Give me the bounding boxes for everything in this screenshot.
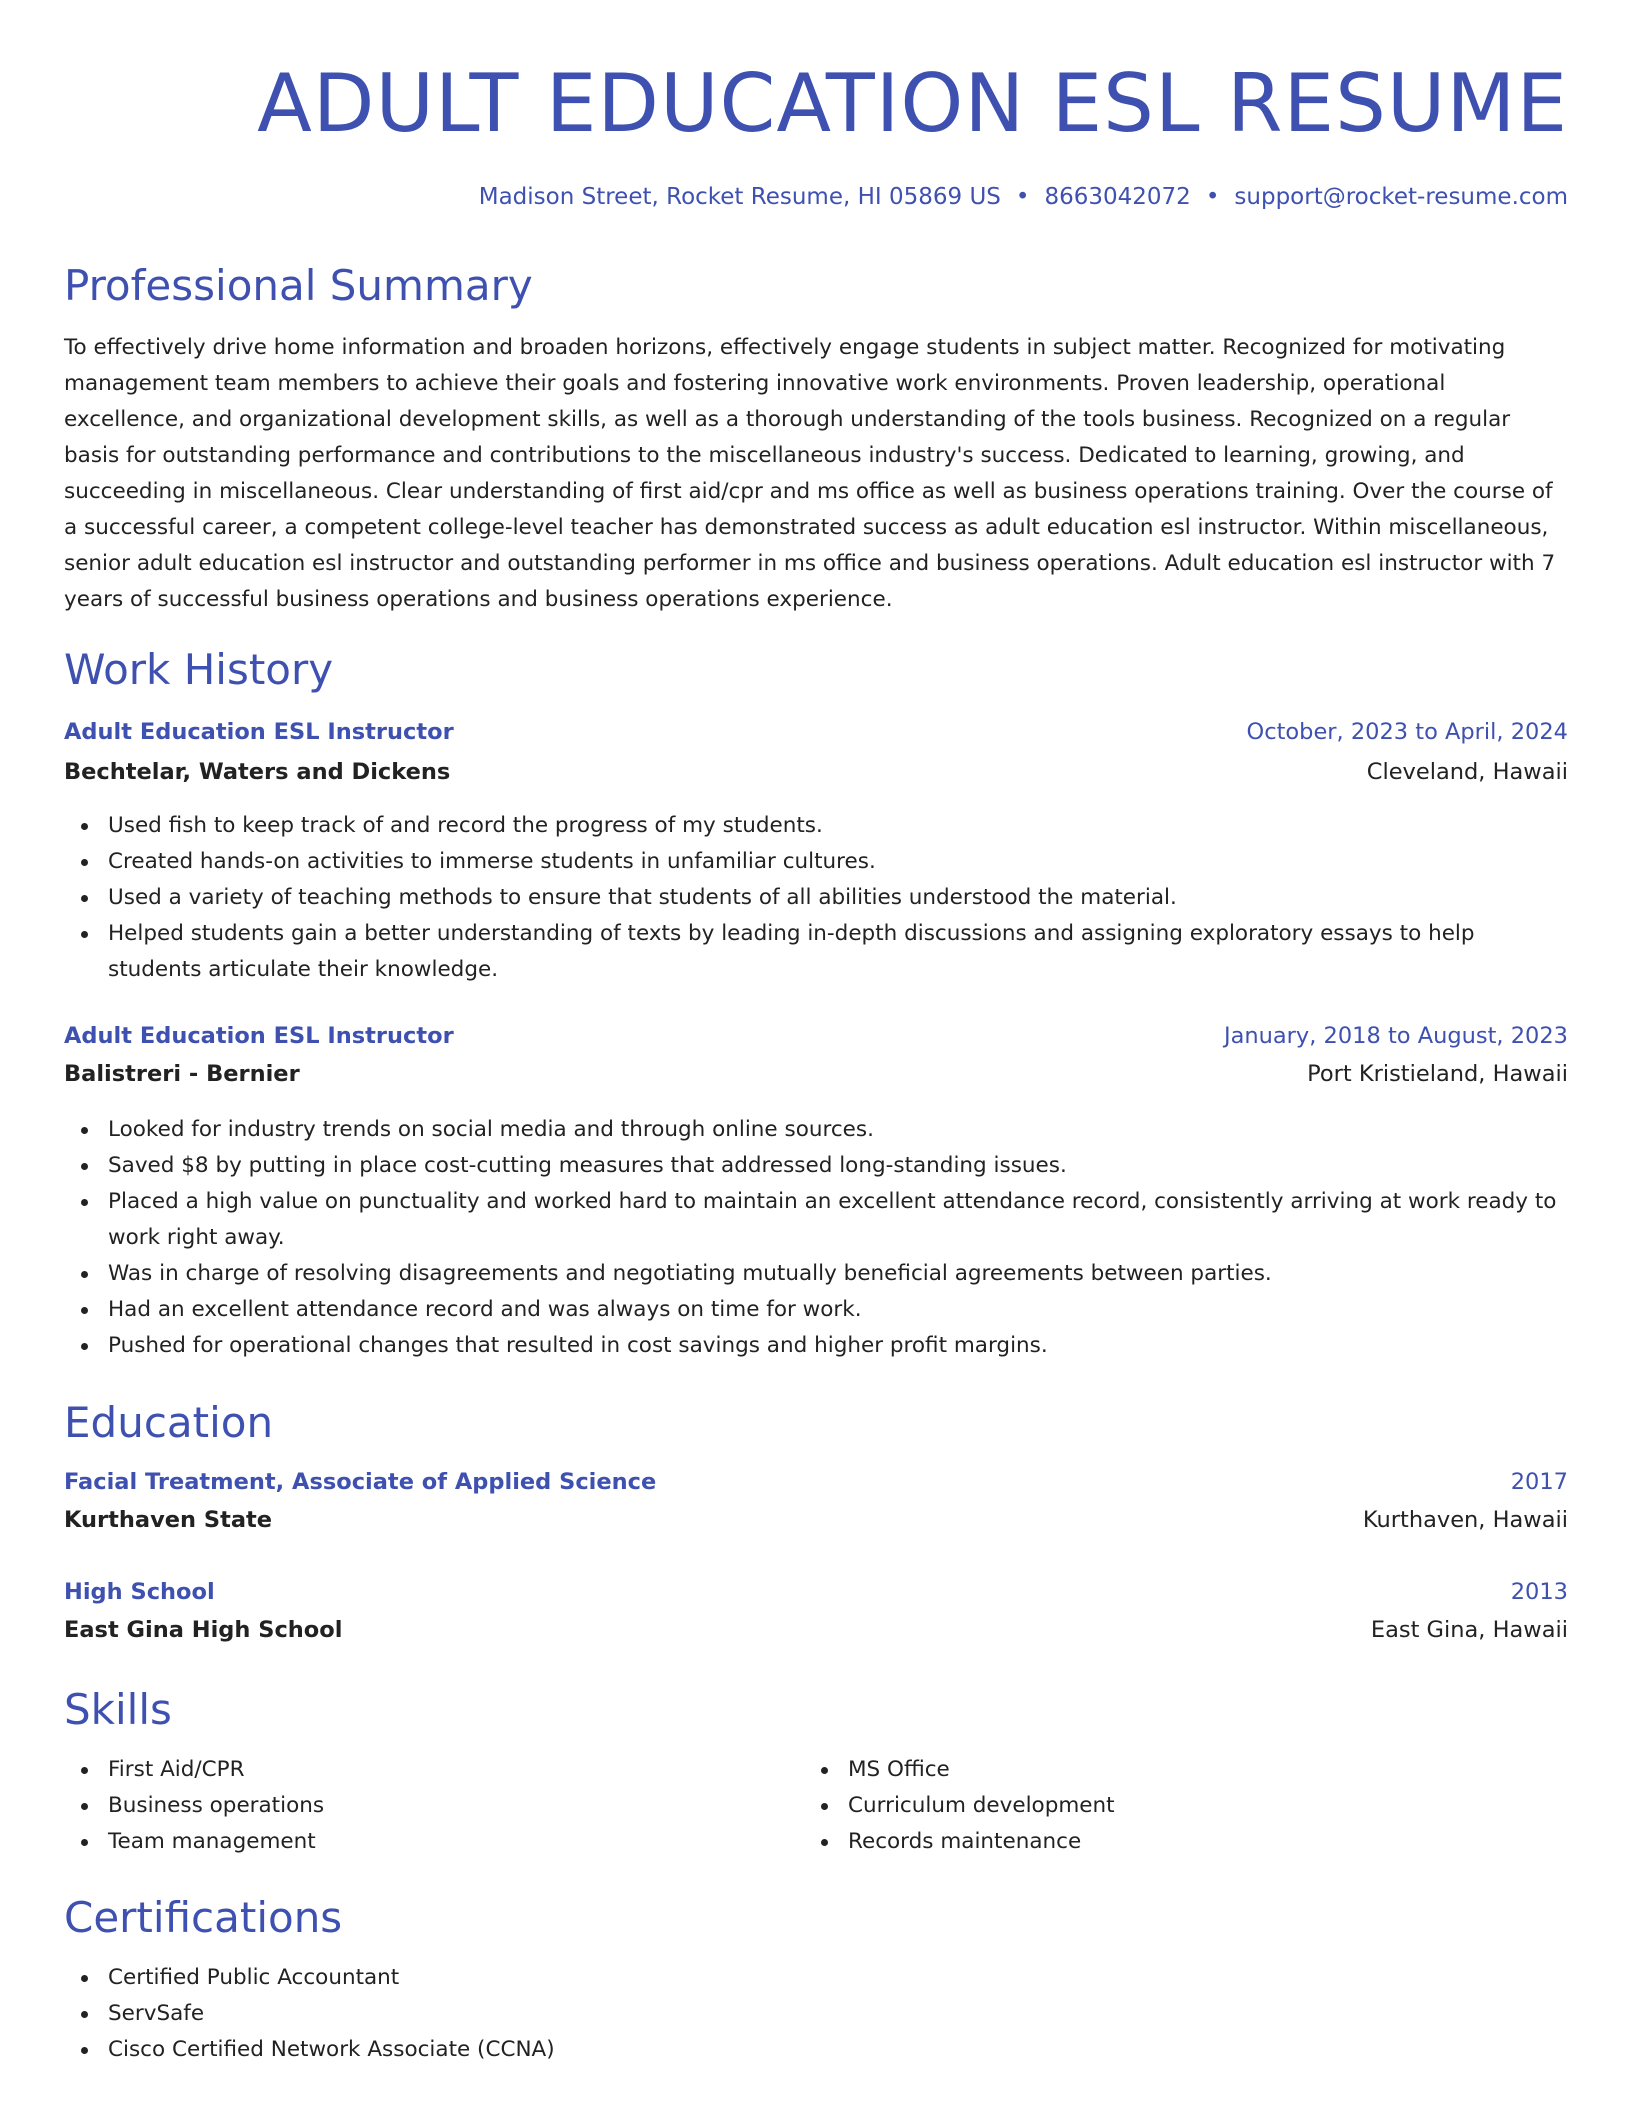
job-location: Cleveland, Hawaii: [1366, 759, 1568, 785]
education-location: Kurthaven, Hawaii: [1362, 1507, 1568, 1533]
education-school: Kurthaven State: [64, 1507, 273, 1533]
work-history-heading: Work History: [64, 645, 334, 694]
education-header-row: [64, 1574, 1568, 1610]
list-item: Cisco Certified Network Associate (CCNA): [64, 2032, 1568, 2068]
contact-separator: •: [1015, 184, 1030, 210]
job-company: Bechtelar, Waters and Dickens: [64, 759, 451, 785]
certifications-list: [64, 1960, 1568, 2068]
contact-line: [479, 180, 1568, 214]
skills-heading: Skills: [64, 1685, 172, 1734]
certifications-heading: Certifications: [64, 1893, 343, 1942]
education-degree: High School: [64, 1579, 215, 1605]
list-item: Saved $8 by putting in place cost-cutting measures that addressed long-standing issues.: [64, 1148, 1568, 1184]
job-title: Adult Education ESL Instructor: [64, 1023, 454, 1049]
list-item: Pushed for operational changes that resulted in cost savings and higher profit margins.: [64, 1328, 1568, 1364]
list-item: Had an excellent attendance record and was always on time for work.: [64, 1292, 1568, 1328]
education-degree: Facial Treatment, Associate of Applied Science: [64, 1469, 657, 1495]
list-item: Curriculum development: [804, 1788, 1504, 1824]
list-item: Certified Public Accountant: [64, 1960, 1568, 1996]
list-item: Placed a high value on punctuality and worked hard to maintain an excellent attendance record, consistently arriving at work ready to work right away.: [64, 1184, 1568, 1256]
education-school: East Gina High School: [64, 1617, 343, 1643]
job-company-row: [64, 1056, 1568, 1092]
education-school-row: [64, 1502, 1568, 1538]
summary-heading: Professional Summary: [64, 261, 533, 310]
list-item: Records maintenance: [804, 1824, 1504, 1860]
list-item: Team management: [64, 1824, 764, 1860]
education-header-row: [64, 1464, 1568, 1500]
education-school-row: [64, 1612, 1568, 1648]
summary-text: To effectively drive home information and broaden horizons, effectively engage students in subject matter. Recognized for motivating management team members to achieve their goals and fostering innovative work environments. Proven leadership, operational excellence, and organizational development skills, as well as a thorough understanding of the tools business. Recognized on a regular basis for outstanding performance and contributions to the miscellaneous industry's success. Dedicated to learning, growing, and succeeding in miscellaneous. Clear understanding of first aid/cpr and ms office as well as business operations training. Over the course of a successful career, a competent college-level teacher has demonstrated success as adult education esl instructor. Within miscellaneous, senior adult education esl instructor and outstanding performer in ms office and business operations. Adult education esl instructor with 7 years of successful business operations and business operations experience.: [64, 335, 1556, 612]
job-company-row: [64, 754, 1568, 790]
list-item: Was in charge of resolving disagreements and negotiating mutually beneficial agreements between parties.: [64, 1256, 1568, 1292]
list-item: First Aid/CPR: [64, 1752, 764, 1788]
list-item: Business operations: [64, 1788, 764, 1824]
job-dates: October, 2023 to April, 2024: [1246, 719, 1568, 745]
list-item: ServSafe: [64, 1996, 1568, 2032]
list-item: Created hands-on activities to immerse students in unfamiliar cultures.: [64, 844, 1568, 880]
job-title: Adult Education ESL Instructor: [64, 719, 454, 745]
job-header-row: [64, 714, 1568, 750]
job-bullets: [64, 1112, 1568, 1364]
job-header-row: [64, 1018, 1568, 1054]
job-dates: January, 2018 to August, 2023: [1223, 1023, 1568, 1049]
job-bullets: [64, 808, 1568, 988]
job-location: Port Kristieland, Hawaii: [1307, 1061, 1568, 1087]
education-year: 2013: [1510, 1579, 1568, 1605]
education-location: East Gina, Hawaii: [1370, 1617, 1568, 1643]
education-year: 2017: [1510, 1469, 1568, 1495]
contact-separator: •: [1205, 184, 1220, 210]
list-item: Helped students gain a better understanding of texts by leading in-depth discussions and assigning exploratory essays to help students articulate their knowledge.: [64, 916, 1568, 988]
list-item: MS Office: [804, 1752, 1504, 1788]
contact-phone: 8663042072: [1044, 184, 1191, 210]
contact-email: support@rocket-resume.com: [1234, 184, 1568, 210]
skills-list-right: [804, 1752, 1504, 1860]
resume-title: ADULT EDUCATION ESL RESUME: [257, 57, 1568, 150]
skills-list-left: [64, 1752, 764, 1860]
education-heading: Education: [64, 1398, 274, 1447]
list-item: Used a variety of teaching methods to ensure that students of all abilities understood the material.: [64, 880, 1568, 916]
list-item: Used fish to keep track of and record the progress of my students.: [64, 808, 1568, 844]
contact-address: Madison Street, Rocket Resume, HI 05869 US: [478, 184, 1001, 210]
job-company: Balistreri - Bernier: [64, 1061, 300, 1087]
list-item: Looked for industry trends on social media and through online sources.: [64, 1112, 1568, 1148]
